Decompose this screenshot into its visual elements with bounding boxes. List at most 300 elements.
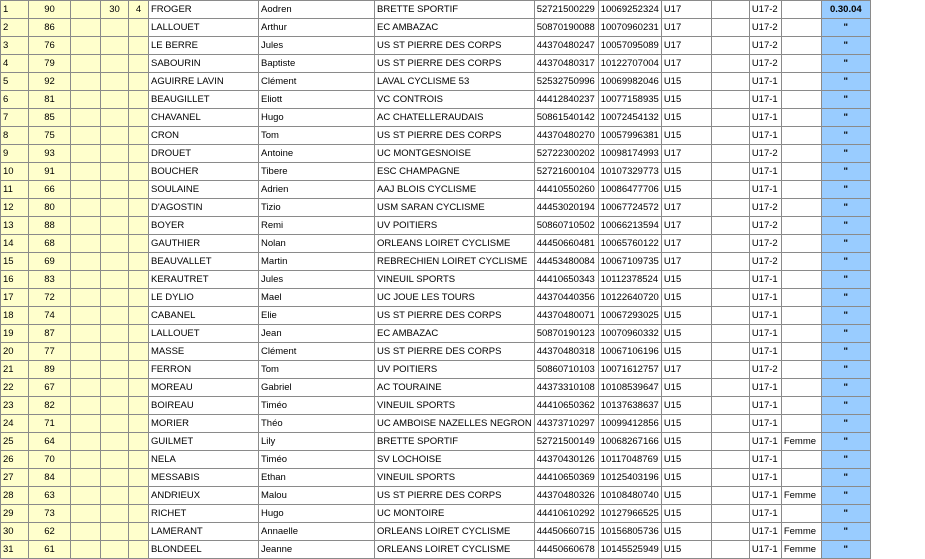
cell-col3[interactable]	[71, 343, 101, 361]
cell-bib[interactable]: 90	[29, 1, 71, 19]
cell-licence-1[interactable]: 50860710103	[534, 361, 598, 379]
cell-col4[interactable]	[101, 19, 129, 37]
cell-licence-2[interactable]: 10068267166	[598, 433, 661, 451]
cell-time[interactable]: "	[821, 253, 870, 271]
cell-col3[interactable]	[71, 361, 101, 379]
cell-col3[interactable]	[71, 199, 101, 217]
cell-last-name[interactable]: BEAUVALLET	[149, 253, 259, 271]
cell-licence-1[interactable]: 44412840237	[534, 91, 598, 109]
cell-col12[interactable]	[711, 235, 749, 253]
cell-bib[interactable]: 77	[29, 343, 71, 361]
cell-licence-1[interactable]: 44373310108	[534, 379, 598, 397]
cell-rank[interactable]: 10	[1, 163, 29, 181]
cell-col3[interactable]	[71, 73, 101, 91]
cell-col4[interactable]	[101, 91, 129, 109]
cell-class[interactable]: U17-2	[749, 217, 781, 235]
cell-col4[interactable]: 30	[101, 1, 129, 19]
cell-class[interactable]: U17-1	[749, 325, 781, 343]
cell-class[interactable]: U17-1	[749, 91, 781, 109]
cell-col5[interactable]	[129, 253, 149, 271]
cell-col4[interactable]	[101, 451, 129, 469]
cell-col12[interactable]	[711, 361, 749, 379]
cell-last-name[interactable]: SABOURIN	[149, 55, 259, 73]
cell-col3[interactable]	[71, 163, 101, 181]
cell-col12[interactable]	[711, 469, 749, 487]
cell-gender[interactable]	[781, 73, 821, 91]
cell-gender[interactable]	[781, 343, 821, 361]
cell-col4[interactable]	[101, 379, 129, 397]
cell-rank[interactable]: 9	[1, 145, 29, 163]
cell-col12[interactable]	[711, 55, 749, 73]
cell-gender[interactable]: Femme	[781, 541, 821, 559]
cell-rank[interactable]: 31	[1, 541, 29, 559]
cell-licence-1[interactable]: 52721600104	[534, 163, 598, 181]
cell-category[interactable]: U15	[661, 487, 711, 505]
cell-category[interactable]: U15	[661, 451, 711, 469]
cell-licence-2[interactable]: 10070960332	[598, 325, 661, 343]
cell-last-name[interactable]: BLONDEEL	[149, 541, 259, 559]
cell-first-name[interactable]: Jules	[259, 271, 375, 289]
cell-rank[interactable]: 1	[1, 1, 29, 19]
cell-bib[interactable]: 89	[29, 361, 71, 379]
cell-col3[interactable]	[71, 325, 101, 343]
cell-rank[interactable]: 11	[1, 181, 29, 199]
cell-club[interactable]: ORLEANS LOIRET CYCLISME	[375, 235, 535, 253]
cell-time[interactable]: "	[821, 91, 870, 109]
cell-col5[interactable]	[129, 343, 149, 361]
cell-col3[interactable]	[71, 109, 101, 127]
cell-rank[interactable]: 2	[1, 19, 29, 37]
cell-club[interactable]: ESC CHAMPAGNE	[375, 163, 535, 181]
cell-gender[interactable]	[781, 127, 821, 145]
cell-gender[interactable]	[781, 199, 821, 217]
cell-licence-2[interactable]: 10125403196	[598, 469, 661, 487]
cell-time[interactable]: "	[821, 307, 870, 325]
cell-last-name[interactable]: BOUCHER	[149, 163, 259, 181]
cell-category[interactable]: U15	[661, 415, 711, 433]
cell-col5[interactable]	[129, 91, 149, 109]
cell-col12[interactable]	[711, 397, 749, 415]
cell-first-name[interactable]: Aodren	[259, 1, 375, 19]
cell-first-name[interactable]: Timéo	[259, 451, 375, 469]
cell-first-name[interactable]: Timéo	[259, 397, 375, 415]
cell-bib[interactable]: 66	[29, 181, 71, 199]
cell-category[interactable]: U17	[661, 19, 711, 37]
cell-category[interactable]: U15	[661, 541, 711, 559]
cell-class[interactable]: U17-1	[749, 541, 781, 559]
cell-rank[interactable]: 19	[1, 325, 29, 343]
cell-bib[interactable]: 84	[29, 469, 71, 487]
cell-last-name[interactable]: FERRON	[149, 361, 259, 379]
cell-licence-1[interactable]: 44410650369	[534, 469, 598, 487]
cell-category[interactable]: U15	[661, 73, 711, 91]
cell-gender[interactable]	[781, 1, 821, 19]
cell-col12[interactable]	[711, 37, 749, 55]
cell-last-name[interactable]: GAUTHIER	[149, 235, 259, 253]
cell-licence-1[interactable]: 52722300202	[534, 145, 598, 163]
cell-licence-2[interactable]: 10117048769	[598, 451, 661, 469]
cell-col12[interactable]	[711, 109, 749, 127]
cell-category[interactable]: U17	[661, 199, 711, 217]
cell-time[interactable]: "	[821, 541, 870, 559]
cell-category[interactable]: U17	[661, 55, 711, 73]
cell-bib[interactable]: 64	[29, 433, 71, 451]
cell-club[interactable]: EC AMBAZAC	[375, 325, 535, 343]
cell-gender[interactable]: Femme	[781, 487, 821, 505]
cell-club[interactable]: AC CHATELLERAUDAIS	[375, 109, 535, 127]
cell-category[interactable]: U17	[661, 1, 711, 19]
cell-gender[interactable]	[781, 91, 821, 109]
cell-col12[interactable]	[711, 127, 749, 145]
cell-last-name[interactable]: CHAVANEL	[149, 109, 259, 127]
cell-rank[interactable]: 14	[1, 235, 29, 253]
cell-gender[interactable]	[781, 289, 821, 307]
cell-col5[interactable]	[129, 199, 149, 217]
cell-licence-2[interactable]: 10145525949	[598, 541, 661, 559]
cell-bib[interactable]: 76	[29, 37, 71, 55]
cell-licence-1[interactable]: 44450660481	[534, 235, 598, 253]
cell-bib[interactable]: 81	[29, 91, 71, 109]
cell-bib[interactable]: 68	[29, 235, 71, 253]
cell-col3[interactable]	[71, 451, 101, 469]
cell-col4[interactable]	[101, 145, 129, 163]
cell-col4[interactable]	[101, 181, 129, 199]
cell-time[interactable]: "	[821, 163, 870, 181]
cell-licence-2[interactable]: 10122640720	[598, 289, 661, 307]
cell-col4[interactable]	[101, 469, 129, 487]
cell-last-name[interactable]: LALLOUET	[149, 325, 259, 343]
cell-category[interactable]: U15	[661, 271, 711, 289]
cell-time[interactable]: "	[821, 73, 870, 91]
cell-last-name[interactable]: LAMERANT	[149, 523, 259, 541]
cell-rank[interactable]: 4	[1, 55, 29, 73]
cell-col5[interactable]	[129, 109, 149, 127]
cell-licence-1[interactable]: 44370430126	[534, 451, 598, 469]
cell-col3[interactable]	[71, 397, 101, 415]
cell-club[interactable]: UV POITIERS	[375, 361, 535, 379]
cell-first-name[interactable]: Elie	[259, 307, 375, 325]
cell-col12[interactable]	[711, 379, 749, 397]
cell-licence-1[interactable]: 44370480317	[534, 55, 598, 73]
cell-first-name[interactable]: Remi	[259, 217, 375, 235]
cell-last-name[interactable]: MOREAU	[149, 379, 259, 397]
cell-time[interactable]: "	[821, 451, 870, 469]
cell-first-name[interactable]: Tom	[259, 127, 375, 145]
cell-club[interactable]: US ST PIERRE DES CORPS	[375, 307, 535, 325]
cell-bib[interactable]: 69	[29, 253, 71, 271]
cell-licence-1[interactable]: 44450660678	[534, 541, 598, 559]
cell-first-name[interactable]: Mael	[259, 289, 375, 307]
cell-time[interactable]: "	[821, 217, 870, 235]
cell-col12[interactable]	[711, 451, 749, 469]
cell-class[interactable]: U17-2	[749, 19, 781, 37]
cell-bib[interactable]: 92	[29, 73, 71, 91]
cell-rank[interactable]: 13	[1, 217, 29, 235]
cell-club[interactable]: USM SARAN CYCLISME	[375, 199, 535, 217]
cell-col5[interactable]: 4	[129, 1, 149, 19]
cell-club[interactable]: VINEUIL SPORTS	[375, 469, 535, 487]
cell-first-name[interactable]: Malou	[259, 487, 375, 505]
cell-gender[interactable]	[781, 361, 821, 379]
cell-licence-1[interactable]: 50860710502	[534, 217, 598, 235]
cell-gender[interactable]	[781, 271, 821, 289]
cell-last-name[interactable]: BOIREAU	[149, 397, 259, 415]
cell-club[interactable]: VINEUIL SPORTS	[375, 271, 535, 289]
cell-gender[interactable]	[781, 19, 821, 37]
cell-rank[interactable]: 22	[1, 379, 29, 397]
cell-gender[interactable]	[781, 505, 821, 523]
cell-club[interactable]: EC AMBAZAC	[375, 19, 535, 37]
cell-col4[interactable]	[101, 397, 129, 415]
cell-class[interactable]: U17-1	[749, 271, 781, 289]
cell-col3[interactable]	[71, 217, 101, 235]
cell-licence-2[interactable]: 10067109735	[598, 253, 661, 271]
cell-col12[interactable]	[711, 199, 749, 217]
cell-bib[interactable]: 63	[29, 487, 71, 505]
cell-bib[interactable]: 79	[29, 55, 71, 73]
cell-club[interactable]: REBRECHIEN LOIRET CYCLISME	[375, 253, 535, 271]
cell-club[interactable]: UC JOUE LES TOURS	[375, 289, 535, 307]
cell-class[interactable]: U17-2	[749, 55, 781, 73]
cell-class[interactable]: U17-2	[749, 1, 781, 19]
cell-last-name[interactable]: KERAUTRET	[149, 271, 259, 289]
cell-last-name[interactable]: CRON	[149, 127, 259, 145]
cell-club[interactable]: UC AMBOISE NAZELLES NEGRON	[375, 415, 535, 433]
cell-bib[interactable]: 67	[29, 379, 71, 397]
cell-col4[interactable]	[101, 55, 129, 73]
cell-class[interactable]: U17-2	[749, 199, 781, 217]
cell-last-name[interactable]: ANDRIEUX	[149, 487, 259, 505]
cell-time[interactable]: "	[821, 343, 870, 361]
cell-licence-1[interactable]: 44453020194	[534, 199, 598, 217]
cell-col12[interactable]	[711, 505, 749, 523]
cell-col3[interactable]	[71, 307, 101, 325]
cell-class[interactable]: U17-1	[749, 415, 781, 433]
cell-col3[interactable]	[71, 127, 101, 145]
cell-class[interactable]: U17-1	[749, 343, 781, 361]
cell-col12[interactable]	[711, 541, 749, 559]
cell-col3[interactable]	[71, 541, 101, 559]
cell-licence-1[interactable]: 44453480084	[534, 253, 598, 271]
cell-category[interactable]: U15	[661, 433, 711, 451]
cell-club[interactable]: ORLEANS LOIRET CYCLISME	[375, 523, 535, 541]
cell-licence-2[interactable]: 10067106196	[598, 343, 661, 361]
cell-rank[interactable]: 27	[1, 469, 29, 487]
cell-gender[interactable]	[781, 325, 821, 343]
cell-licence-1[interactable]: 44410650343	[534, 271, 598, 289]
cell-bib[interactable]: 82	[29, 397, 71, 415]
cell-last-name[interactable]: LE BERRE	[149, 37, 259, 55]
cell-last-name[interactable]: CABANEL	[149, 307, 259, 325]
cell-licence-1[interactable]: 44370480247	[534, 37, 598, 55]
cell-licence-1[interactable]: 44370440356	[534, 289, 598, 307]
cell-category[interactable]: U15	[661, 469, 711, 487]
cell-col5[interactable]	[129, 181, 149, 199]
cell-col4[interactable]	[101, 487, 129, 505]
cell-gender[interactable]	[781, 235, 821, 253]
cell-col3[interactable]	[71, 433, 101, 451]
cell-col3[interactable]	[71, 271, 101, 289]
cell-bib[interactable]: 70	[29, 451, 71, 469]
cell-licence-2[interactable]: 10122707004	[598, 55, 661, 73]
cell-licence-2[interactable]: 10108480740	[598, 487, 661, 505]
cell-last-name[interactable]: NELA	[149, 451, 259, 469]
cell-bib[interactable]: 74	[29, 307, 71, 325]
cell-category[interactable]: U15	[661, 307, 711, 325]
cell-col5[interactable]	[129, 127, 149, 145]
cell-time[interactable]: "	[821, 199, 870, 217]
cell-time[interactable]: "	[821, 37, 870, 55]
cell-first-name[interactable]: Adrien	[259, 181, 375, 199]
cell-time[interactable]: "	[821, 109, 870, 127]
cell-time[interactable]: "	[821, 145, 870, 163]
cell-col5[interactable]	[129, 487, 149, 505]
cell-first-name[interactable]: Hugo	[259, 109, 375, 127]
cell-licence-2[interactable]: 10066213594	[598, 217, 661, 235]
cell-first-name[interactable]: Lily	[259, 433, 375, 451]
cell-col5[interactable]	[129, 415, 149, 433]
cell-col3[interactable]	[71, 1, 101, 19]
cell-category[interactable]: U15	[661, 289, 711, 307]
cell-col3[interactable]	[71, 415, 101, 433]
cell-col3[interactable]	[71, 181, 101, 199]
cell-last-name[interactable]: MORIER	[149, 415, 259, 433]
cell-club[interactable]: US ST PIERRE DES CORPS	[375, 127, 535, 145]
cell-gender[interactable]	[781, 55, 821, 73]
cell-rank[interactable]: 24	[1, 415, 29, 433]
cell-first-name[interactable]: Ethan	[259, 469, 375, 487]
cell-last-name[interactable]: GUILMET	[149, 433, 259, 451]
cell-col4[interactable]	[101, 433, 129, 451]
cell-col3[interactable]	[71, 19, 101, 37]
cell-col5[interactable]	[129, 289, 149, 307]
cell-class[interactable]: U17-1	[749, 397, 781, 415]
cell-bib[interactable]: 72	[29, 289, 71, 307]
cell-gender[interactable]	[781, 145, 821, 163]
cell-col12[interactable]	[711, 145, 749, 163]
cell-col3[interactable]	[71, 505, 101, 523]
cell-col4[interactable]	[101, 37, 129, 55]
cell-class[interactable]: U17-1	[749, 163, 781, 181]
cell-licence-1[interactable]: 52721500229	[534, 1, 598, 19]
cell-licence-1[interactable]: 50870190088	[534, 19, 598, 37]
cell-category[interactable]: U17	[661, 361, 711, 379]
cell-col5[interactable]	[129, 325, 149, 343]
cell-rank[interactable]: 8	[1, 127, 29, 145]
cell-licence-2[interactable]: 10077158935	[598, 91, 661, 109]
cell-col12[interactable]	[711, 217, 749, 235]
cell-licence-2[interactable]: 10072454132	[598, 109, 661, 127]
cell-col3[interactable]	[71, 55, 101, 73]
cell-first-name[interactable]: Arthur	[259, 19, 375, 37]
cell-licence-1[interactable]: 44410650362	[534, 397, 598, 415]
cell-gender[interactable]	[781, 253, 821, 271]
cell-gender[interactable]: Femme	[781, 523, 821, 541]
cell-last-name[interactable]: AGUIRRE LAVIN	[149, 73, 259, 91]
cell-club[interactable]: US ST PIERRE DES CORPS	[375, 487, 535, 505]
cell-last-name[interactable]: DROUET	[149, 145, 259, 163]
cell-licence-1[interactable]: 44370480270	[534, 127, 598, 145]
cell-col12[interactable]	[711, 271, 749, 289]
cell-licence-2[interactable]: 10127966525	[598, 505, 661, 523]
cell-category[interactable]: U15	[661, 325, 711, 343]
cell-last-name[interactable]: BOYER	[149, 217, 259, 235]
cell-class[interactable]: U17-2	[749, 235, 781, 253]
cell-licence-2[interactable]: 10057996381	[598, 127, 661, 145]
cell-class[interactable]: U17-2	[749, 361, 781, 379]
cell-club[interactable]: ORLEANS LOIRET CYCLISME	[375, 541, 535, 559]
cell-rank[interactable]: 30	[1, 523, 29, 541]
cell-gender[interactable]	[781, 451, 821, 469]
cell-club[interactable]: BRETTE SPORTIF	[375, 1, 535, 19]
cell-col5[interactable]	[129, 235, 149, 253]
cell-club[interactable]: UC MONTOIRE	[375, 505, 535, 523]
cell-licence-2[interactable]: 10069252324	[598, 1, 661, 19]
cell-licence-2[interactable]: 10069982046	[598, 73, 661, 91]
cell-club[interactable]: US ST PIERRE DES CORPS	[375, 55, 535, 73]
cell-last-name[interactable]: D'AGOSTIN	[149, 199, 259, 217]
cell-category[interactable]: U17	[661, 37, 711, 55]
cell-licence-2[interactable]: 10071612757	[598, 361, 661, 379]
cell-col4[interactable]	[101, 307, 129, 325]
cell-licence-2[interactable]: 10067724572	[598, 199, 661, 217]
cell-first-name[interactable]: Jules	[259, 37, 375, 55]
cell-bib[interactable]: 62	[29, 523, 71, 541]
cell-licence-2[interactable]: 10065760122	[598, 235, 661, 253]
cell-col12[interactable]	[711, 415, 749, 433]
cell-col4[interactable]	[101, 235, 129, 253]
cell-time[interactable]: "	[821, 523, 870, 541]
cell-gender[interactable]	[781, 415, 821, 433]
cell-category[interactable]: U15	[661, 379, 711, 397]
cell-col4[interactable]	[101, 289, 129, 307]
cell-first-name[interactable]: Annaelle	[259, 523, 375, 541]
cell-first-name[interactable]: Jean	[259, 325, 375, 343]
cell-class[interactable]: U17-2	[749, 253, 781, 271]
cell-bib[interactable]: 87	[29, 325, 71, 343]
cell-col12[interactable]	[711, 163, 749, 181]
cell-time[interactable]: 0.30.04	[821, 1, 870, 19]
cell-licence-2[interactable]: 10070960231	[598, 19, 661, 37]
cell-category[interactable]: U17	[661, 217, 711, 235]
cell-col4[interactable]	[101, 127, 129, 145]
cell-col5[interactable]	[129, 397, 149, 415]
cell-col12[interactable]	[711, 1, 749, 19]
cell-first-name[interactable]: Tizio	[259, 199, 375, 217]
cell-rank[interactable]: 25	[1, 433, 29, 451]
cell-col4[interactable]	[101, 541, 129, 559]
cell-licence-1[interactable]: 44410610292	[534, 505, 598, 523]
cell-class[interactable]: U17-1	[749, 379, 781, 397]
cell-licence-1[interactable]: 52532750996	[534, 73, 598, 91]
cell-last-name[interactable]: SOULAINE	[149, 181, 259, 199]
cell-col5[interactable]	[129, 379, 149, 397]
cell-club[interactable]: UC MONTGESNOISE	[375, 145, 535, 163]
cell-col5[interactable]	[129, 145, 149, 163]
cell-class[interactable]: U17-1	[749, 73, 781, 91]
cell-col4[interactable]	[101, 163, 129, 181]
cell-col4[interactable]	[101, 415, 129, 433]
cell-gender[interactable]	[781, 379, 821, 397]
cell-col12[interactable]	[711, 289, 749, 307]
cell-time[interactable]: "	[821, 415, 870, 433]
cell-col5[interactable]	[129, 163, 149, 181]
cell-licence-2[interactable]: 10086477706	[598, 181, 661, 199]
cell-club[interactable]: BRETTE SPORTIF	[375, 433, 535, 451]
cell-col12[interactable]	[711, 253, 749, 271]
cell-time[interactable]: "	[821, 127, 870, 145]
cell-col3[interactable]	[71, 289, 101, 307]
